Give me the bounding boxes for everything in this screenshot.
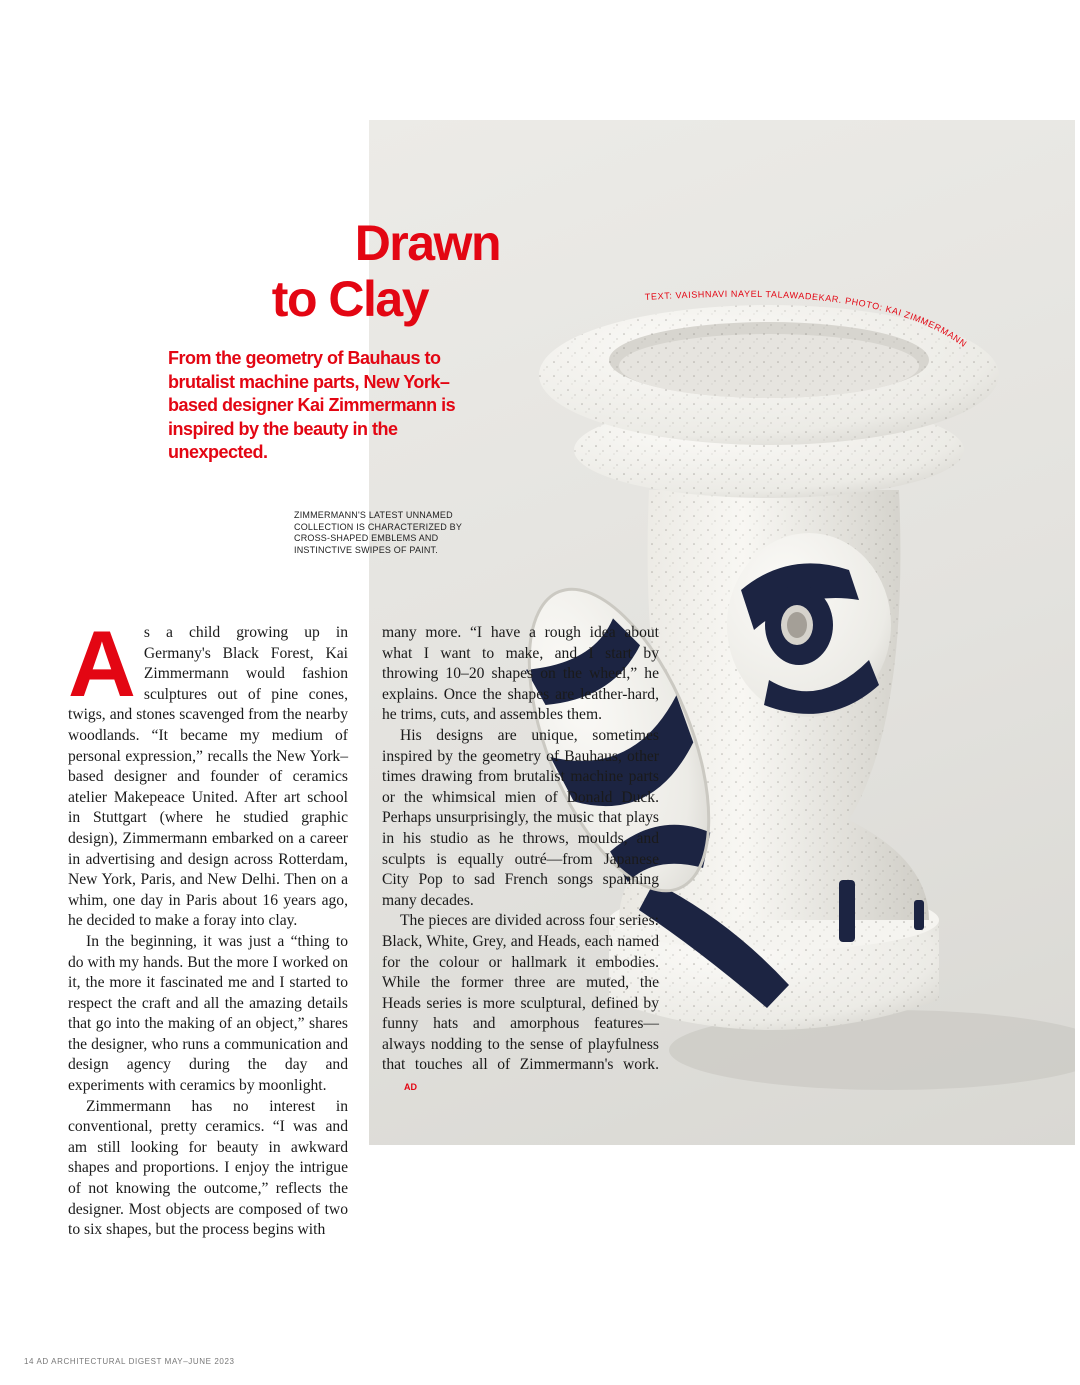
article-title xyxy=(272,215,500,327)
body-column-1 xyxy=(68,611,348,1241)
page-footer: 14 AD ARCHITECTURAL DIGEST MAY–JUNE 2023 xyxy=(24,1357,235,1366)
title-line-1: Drawn xyxy=(354,215,500,271)
body-paragraph-1 xyxy=(68,611,348,932)
body-paragraph-2: In the beginning, it was just a “thing to do with my hands. But the more I worked on it, the more it fascinated me and I started to respect the craft and all the amazing details that go into the making of an object,” shares the designer, who runs a communication and design agency during the day and experiments with ceramics by moonlight. xyxy=(68,932,348,1095)
drop-cap: A xyxy=(68,611,136,716)
title-line-2: to Clay xyxy=(271,271,428,327)
svg-text:TEXT: VAISHNAVI NAYEL TALAWADE xyxy=(645,289,969,349)
body-paragraph-3: Zimmermann has no interest in conventional, pretty ceramics. “I was and am still looking for beauty in awkward shapes and proportions. I enjoy the intrigue of not knowing the outcome,” reflects the designer. Most objects are composed of two to six shapes, but the process begins with xyxy=(68,1097,348,1239)
photo-caption: ZIMMERMANN'S LATEST UNNAMED COLLECTION IS CHARACTERIZED BY CROSS-SHAPED EMBLEMS AND INSTINCTIVE SWIPES OF PAINT. xyxy=(294,510,462,555)
body-paragraph-4: many more. “I have a rough idea about what I want to make, and I start by throwing 10–20 shapes on the wheel,” he explains. Once the shapes are leather-hard, he trims, cuts, and assembles them. xyxy=(382,624,659,724)
body-paragraph-1-text: s a child growing up in Germany's Black Forest, Kai Zimmermann would fashion sculptures out of pine cones, twigs, and stones scavenged from the nearby woodlands. “It became my medium of personal expression,” recalls the New York–based designer and founder of ceramics atelier Makepeace United. After art school in Stuttgart (where he studied graphic design), Zimmermann embarked on a career in advertising and design across Rotterdam, New York, Paris, and New Delhi. Then on a whim, one day in Paris about 16 years ago, he decided to make a foray into clay. xyxy=(68,624,348,930)
end-mark-icon: AD xyxy=(404,1082,417,1093)
body-paragraph-5: His designs are unique, sometimes inspired by the geometry of Bauhaus, other times drawing from brutalist machine parts or the whimsical mien of Donald Duck. Perhaps unsurprisingly, the music that plays in his studio as he throws, moulds, and sculpts is equally outré—from Japanese City Pop to sad French songs spanning many decades. xyxy=(382,726,659,909)
body-paragraph-6 xyxy=(382,911,659,1097)
photo-credit xyxy=(640,270,1020,400)
body-paragraph-6-text: The pieces are divided across four series: Black, White, Grey, and Heads, each named for the colour or hallmark it embodies. While the former three are muted, the Heads series is more sculptural, defined by funny hats and amorphous features—always nodding to the sense of playfulness that touches all of Zimmermann's work. xyxy=(382,912,659,1074)
article-dek: From the geometry of Bauhaus to brutalist machine parts, New York–based designer Kai Zimmermann is inspired by the beauty in the unexpected. xyxy=(168,348,456,462)
photo-credit-text: TEXT: VAISHNAVI NAYEL TALAWADEKAR. PHOTO: KAI ZIMMERMANN xyxy=(644,288,969,350)
body-column-2 xyxy=(382,623,659,1098)
